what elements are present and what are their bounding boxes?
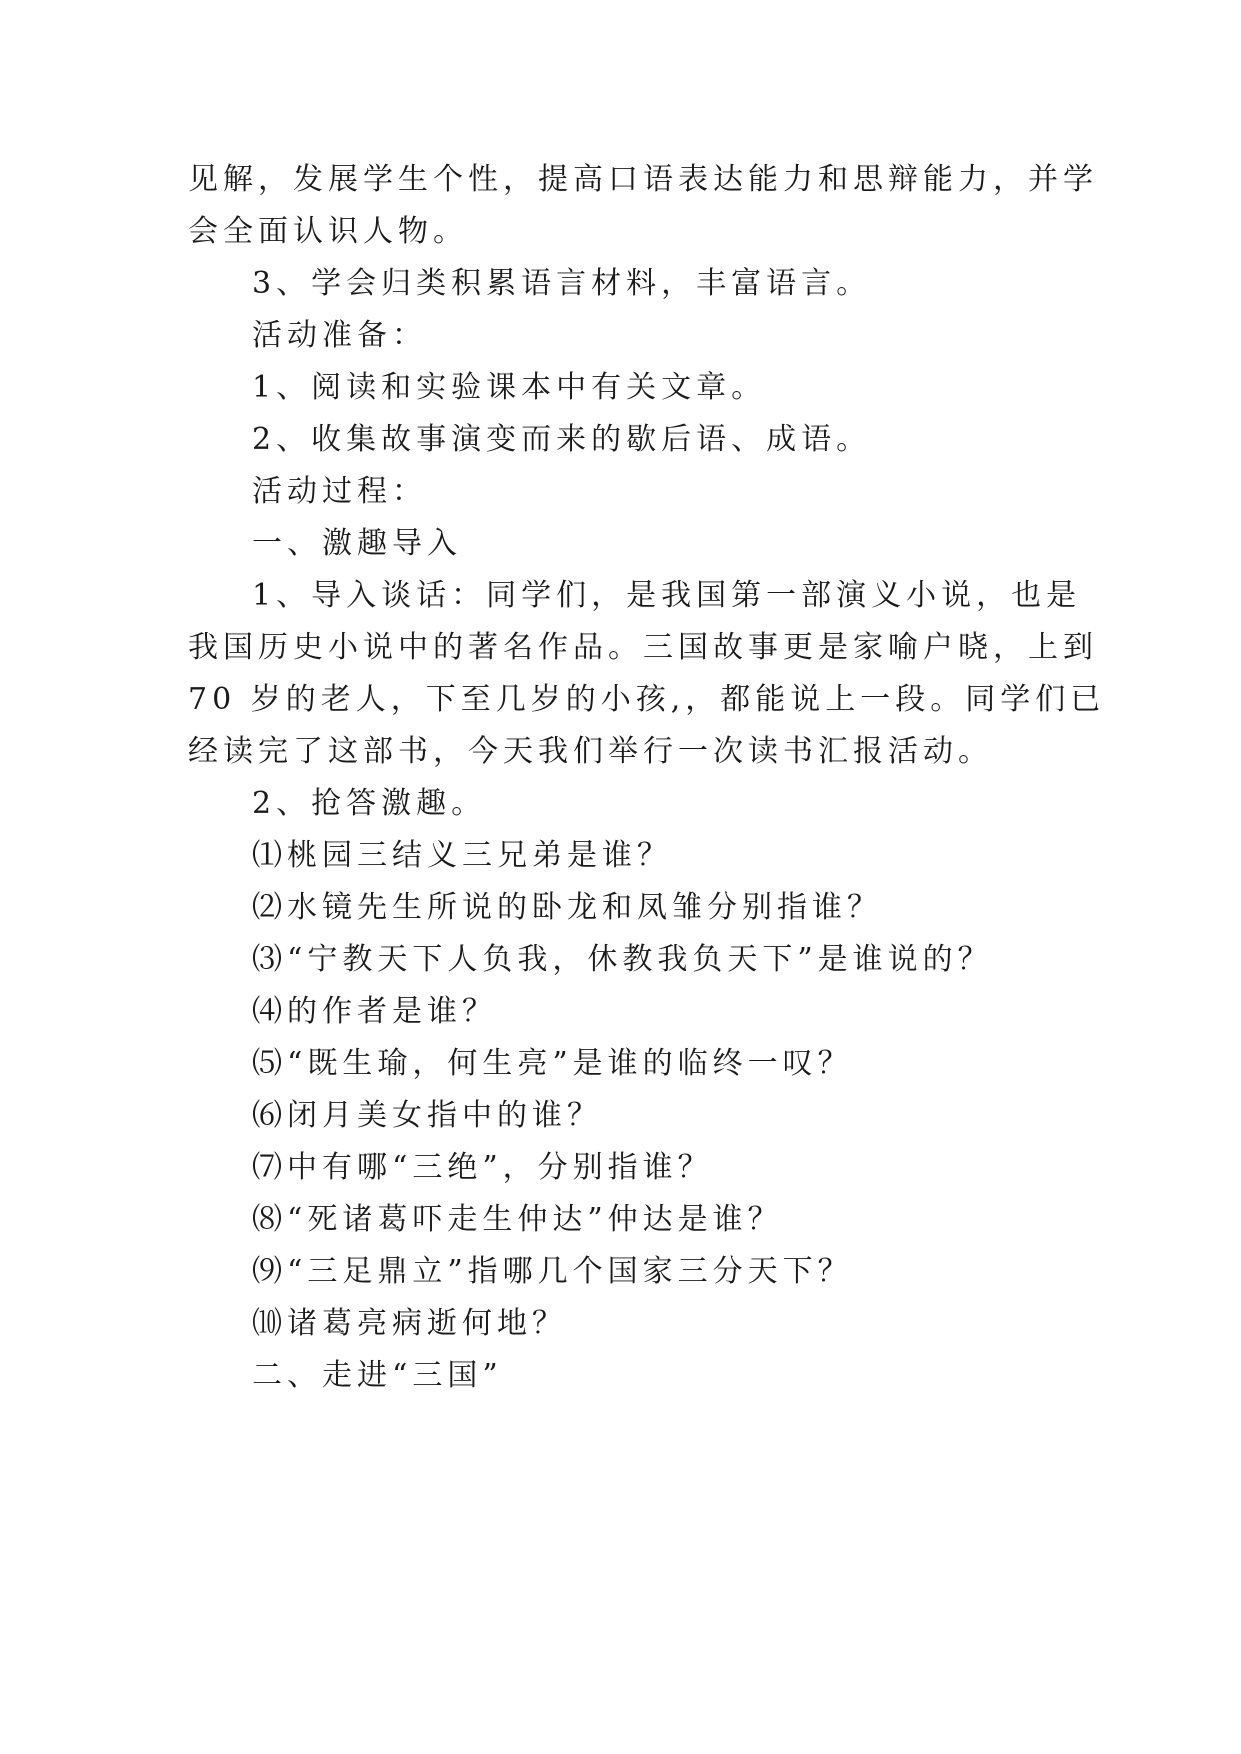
quiz-question: ⑶“宁教天下人负我，休教我负天下”是谁说的？ <box>252 942 993 977</box>
section-heading-process: 活动过程： <box>252 474 427 509</box>
preparation-item-2: 2、收集故事演变而来的歇后语、成语。 <box>252 422 872 457</box>
quiz-question: ⑺中有哪“三绝”，分别指谁？ <box>252 1150 713 1185</box>
quiz-question: ⑵水镜先生所说的卧龙和凤雏分别指谁？ <box>252 890 882 925</box>
step-heading-2: 二、走进“三国” <box>252 1358 503 1393</box>
paragraph-line: 会全面认识人物。 <box>188 214 468 249</box>
quiz-question: ⑼“三足鼎立”指哪几个国家三分天下？ <box>252 1254 853 1289</box>
quiz-heading: 2、抢答激趣。 <box>252 786 487 821</box>
quiz-question: ⑷的作者是谁？ <box>252 994 497 1029</box>
paragraph-line: 经读完了这部书，今天我们举行一次读书汇报活动。 <box>188 734 993 769</box>
quiz-question: ⑹闭月美女指中的谁？ <box>252 1098 602 1133</box>
quiz-question: ⑻“死诸葛吓走生仲达”仲达是谁？ <box>252 1202 783 1237</box>
quiz-question: ⑽诸葛亮病逝何地？ <box>252 1306 567 1341</box>
preparation-item-1: 1、阅读和实验课本中有关文章。 <box>252 370 767 405</box>
section-heading-preparation: 活动准备： <box>252 318 427 353</box>
paragraph-line: 1、导入谈话：同学们，是我国第一部演义小说，也是 <box>252 578 1082 613</box>
paragraph-line: 我国历史小说中的著名作品。三国故事更是家喻户晓，上到 <box>188 630 1098 665</box>
objective-3: 3、学会归类积累语言材料，丰富语言。 <box>252 266 872 301</box>
quiz-question: ⑴桃园三结义三兄弟是谁？ <box>252 838 672 873</box>
paragraph-line: 70 岁的老人，下至几岁的小孩,，都能说上一段。同学们已 <box>188 682 1106 717</box>
step-heading-1: 一、激趣导入 <box>252 526 462 561</box>
quiz-question: ⑸“既生瑜，何生亮”是谁的临终一叹？ <box>252 1046 853 1081</box>
paragraph-line: 见解，发展学生个性，提高口语表达能力和思辩能力，并学 <box>188 162 1098 197</box>
